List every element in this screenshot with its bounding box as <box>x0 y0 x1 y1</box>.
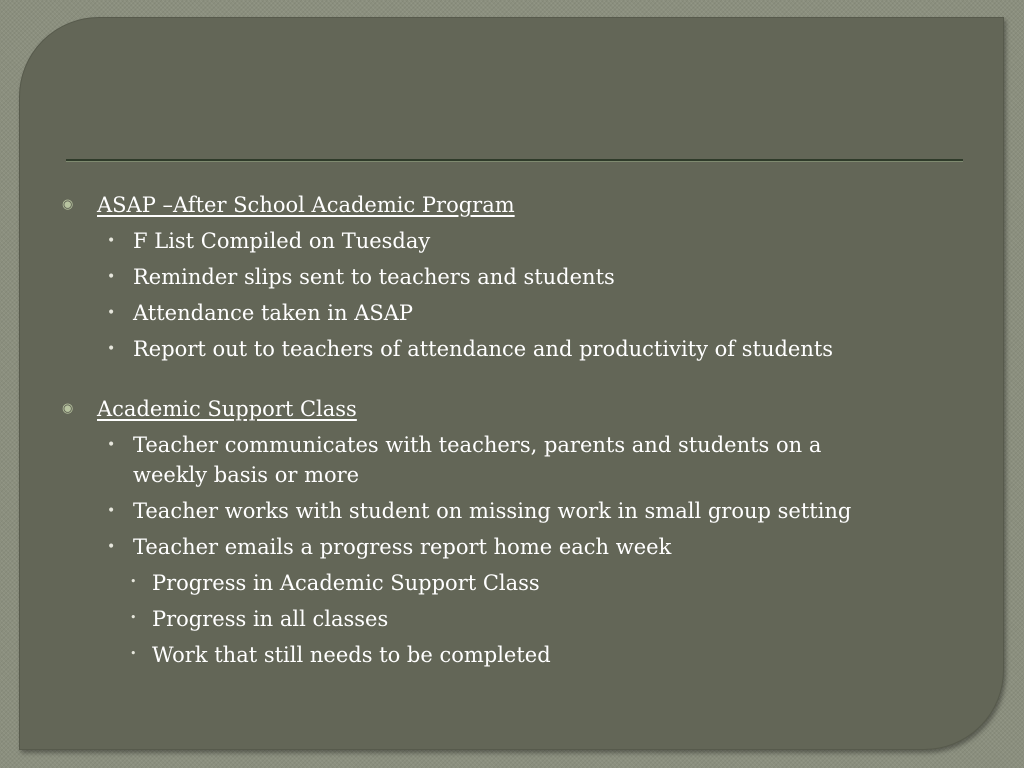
dot-bullet-icon: • <box>107 503 116 519</box>
list-item-text: Teacher works with student on missing work in small group setting <box>133 499 852 523</box>
dot-bullet-icon: • <box>107 437 116 453</box>
dot-bullet-icon: • <box>107 341 116 357</box>
title-divider <box>66 159 963 162</box>
dot-bullet-icon: • <box>107 539 116 555</box>
section-title-asap[interactable]: ASAP –After School Academic Program <box>97 193 515 217</box>
list-item-text: Teacher communicates with teachers, parents and students on a weekly basis or more <box>133 433 822 487</box>
sub-list-item <box>130 640 940 670</box>
sub-list-item-text: Progress in Academic Support Class <box>152 571 540 595</box>
slide-content <box>60 190 940 700</box>
list-item <box>106 298 940 328</box>
small-dot-bullet-icon: • <box>130 611 137 624</box>
list-item-text: Attendance taken in ASAP <box>133 301 414 325</box>
list-item <box>106 430 940 490</box>
sub-list-item <box>130 568 940 598</box>
section-asap <box>60 190 940 364</box>
list-item <box>106 532 940 562</box>
small-dot-bullet-icon: • <box>130 575 137 588</box>
list-item <box>106 226 940 256</box>
list-item-text: Reminder slips sent to teachers and students <box>133 265 615 289</box>
list-item <box>106 334 940 364</box>
section-academic-support <box>60 394 940 670</box>
list-item-text: Teacher emails a progress report home each week <box>133 535 672 559</box>
dot-bullet-icon: • <box>107 233 116 249</box>
dot-bullet-icon: • <box>107 269 116 285</box>
small-dot-bullet-icon: • <box>130 647 137 660</box>
list-item <box>106 262 940 292</box>
sub-list-item <box>130 604 940 634</box>
target-bullet-icon: ◉ <box>62 197 74 212</box>
list-item-text: Report out to teachers of attendance and productivity of students <box>133 337 834 361</box>
section-heading-row <box>60 394 940 424</box>
list-item <box>106 496 940 526</box>
list-item-text: F List Compiled on Tuesday <box>133 229 431 253</box>
sub-list-item-text: Progress in all classes <box>152 607 389 631</box>
sub-list-item-text: Work that still needs to be completed <box>152 643 551 667</box>
target-bullet-icon: ◉ <box>62 401 74 416</box>
dot-bullet-icon: • <box>107 305 116 321</box>
section-title-academic-support[interactable]: Academic Support Class <box>97 397 357 421</box>
section-heading-row <box>60 190 940 220</box>
